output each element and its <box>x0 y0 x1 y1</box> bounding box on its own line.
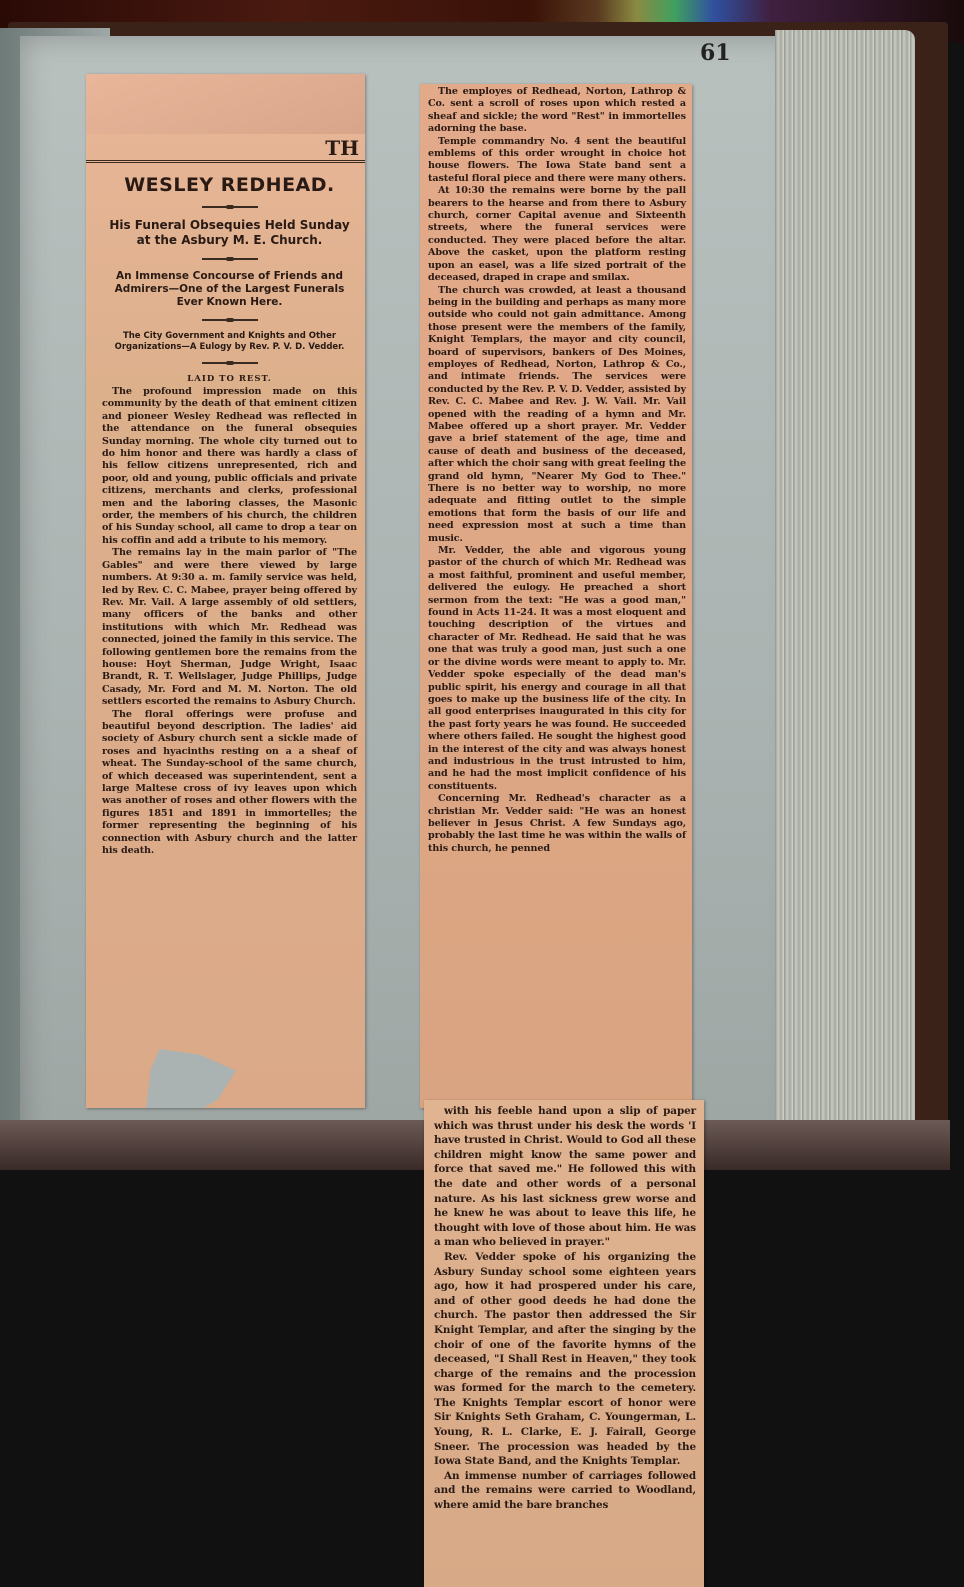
paragraph: The profound impression made on this community by the death of that eminent citizen and pioneer Wesley Redhead was reflected in the attendance on the funeral obsequies Sunday morning. The whole city turned out to do him honor and there was hardly a class of his fellow citizens unrepresented, rich and poor, old and young, public officials and private citizens, merchants and clerks, professional men and the laboring classes, the Masonic order, the members of his church, the children of his Sunday school, all came to drop a tear on his coffin and add a tribute to his memory. <box>102 386 357 546</box>
article-deck-2: An Immense Concourse of Friends and Admirers—One of the Largest Funerals Ever Known Here. <box>114 270 345 308</box>
paragraph: The church was crowded, at least a thousand being in the building and perhaps as many more outside who could not gain admittance. Among those present were the members of the family, Knight Templars, the mayor and city council, board of supervisors, bankers of Des Moines, employes of Redhead, Norton, Lathrop & Co., and intimate friends. The services were conducted by the Rev. P. V. D. Vedder, assisted by Rev. C. C. Mabee and Rev. J. W. Vail. Mr. Vail opened with the reading of a hymn and Mr. Mabee offered up a short prayer. Mr. Vedder gave a brief statement of the age, time and cause of death and business of the deceased, after which the choir sang with great feeling the grand old hymn, "Nearer My God to Thee." There is no better way to worship, no more adequate and fitting outlet to the simple emotions that form the basis of our life and need expression most at such a time than music. <box>428 284 686 544</box>
divider-rule <box>202 362 258 364</box>
lower-newspaper-clipping <box>424 1100 704 1587</box>
middle-newspaper-clipping <box>420 84 692 1108</box>
torn-hole <box>146 1049 236 1108</box>
paragraph: Mr. Vedder, the able and vigorous young pastor of the church of which Mr. Redhead was a most faithful, prominent and useful member, delivered the eulogy. He preached a short sermon from the text: "He was a good man," found in Acts 11-24. It was a most eloquent and touching description of the virtues and character of Mr. Redhead. He said that he was one that was truly a good man, just such a one or the divine words were meant to apply to. Mr. Vedder spoke especially of the dead man's public spirit, his energy and courage in all that goes to make up the business life of the city. In all good enterprises inaugurated in this city for the past forty years he was found. He succeeded where others failed. He sought the highest good in the interest of the city and was always honest and industrious in the trust intrusted to him, and he had the most implicit confidence of his constituents. <box>428 545 686 792</box>
left-column-body <box>102 386 357 857</box>
paragraph: At 10:30 the remains were borne by the pall bearers to the hearse and from there to Asbury church, corner Capital avenue and Sixteenth streets, where the funeral services were conducted. They were placed before the altar. Above the casket, upon the platform resting upon an easel, was a life sized portrait of the deceased, draped in crape and smilax. <box>428 185 686 284</box>
divider-rule <box>202 206 258 208</box>
page-number: 61 <box>700 40 731 66</box>
article-subhead: LAID TO REST. <box>187 374 272 384</box>
article-deck-1: His Funeral Obsequies Held Sunday at the Asbury M. E. Church. <box>109 218 350 247</box>
clipping-torn-top <box>86 74 365 134</box>
paragraph: The employes of Redhead, Norton, Lathrop & Co. sent a scroll of roses upon which rested a sheaf and sickle; the word "Rest" in immortelles adorning the base. <box>428 86 686 135</box>
paragraph: The floral offerings were profuse and beautiful beyond description. The ladies' aid society of Asbury church sent a sickle made of roses and hyacinths resting on a a sheaf of wheat. The Sunday-school of the same church, of which deceased was superintendent, sent a large Maltese cross of ivy leaves upon which was another of roses and other flowers with the figures 1851 and 1891 in immortelles; the former representing the beginning of his connection with Asbury church and the latter his death. <box>102 708 357 857</box>
paragraph: Concerning Mr. Redhead's character as a christian Mr. Vedder said: "He was an honest believer in Jesus Christ. A few Sundays ago, probably the last time he was within the walls of this church, he penned <box>428 793 686 854</box>
masthead-fragment: TH <box>86 136 365 163</box>
article-headline: WESLEY REDHEAD. <box>124 174 335 196</box>
article-deck-3: The City Government and Knights and Other Organizations—A Eulogy by Rev. P. V. D. Vedder. <box>114 331 345 352</box>
left-newspaper-clipping <box>86 74 365 1108</box>
paragraph: The remains lay in the main parlor of "The Gables" and were there viewed by large numbers. At 9:30 a. m. family service was held, led by Rev. C. C. Mabee, prayer being offered by Rev. Mr. Vail. A large assembly of old settlers, many officers of the banks and other institutions with which Mr. Redhead was connected, joined the family in this service. The following gentlemen bore the remains from the house: Hoyt Sherman, Judge Wright, Isaac Brandt, R. T. Wellslager, Judge Phillips, Judge Casady, Mr. Ford and M. M. Norton. The old settlers escorted the remains to Asbury Church. <box>102 547 357 708</box>
paragraph: with his feeble hand upon a slip of paper which was thrust under his desk the words 'I have trusted in Christ. Would to God all these children might know the same power and force that saved me." He followed this with the date and other words of a personal nature. As his last sickness grew worse and he knew he was about to leave this life, he thought with love of those about him. He was a man who believed in prayer." <box>434 1105 697 1249</box>
page-stack-edges <box>775 30 915 1145</box>
divider-rule <box>202 319 258 321</box>
paragraph: Temple commandry No. 4 sent the beautiful emblems of this order wrought in choice hot house flowers. The Iowa State band sent a tasteful floral piece and there were many others. <box>428 135 687 184</box>
middle-column-body <box>428 86 686 855</box>
divider-rule <box>202 258 258 260</box>
paragraph: Rev. Vedder spoke of his organizing the Asbury Sunday school some eighteen years ago, how it had prospered under his care, and of other good deeds he had done the church. The pastor then addressed the Sir Knight Templar, and after the singing by the choir of one of the favorite hymns of the deceased, "I Shall Rest in Heaven," they took charge of the remains and the procession was formed for the march to the cemetery. The Knights Templar escort of honor were Sir Knights Seth Graham, C. Youngerman, L. Young, R. L. Clarke, E. J. Fairall, George Sneer. The procession was headed by the Iowa State Band, and the Knights Templar. <box>434 1250 696 1468</box>
paragraph: An immense number of carriages followed and the remains were carried to Woodland, where amid the bare branches <box>434 1469 696 1512</box>
lower-column-body <box>434 1104 696 1513</box>
